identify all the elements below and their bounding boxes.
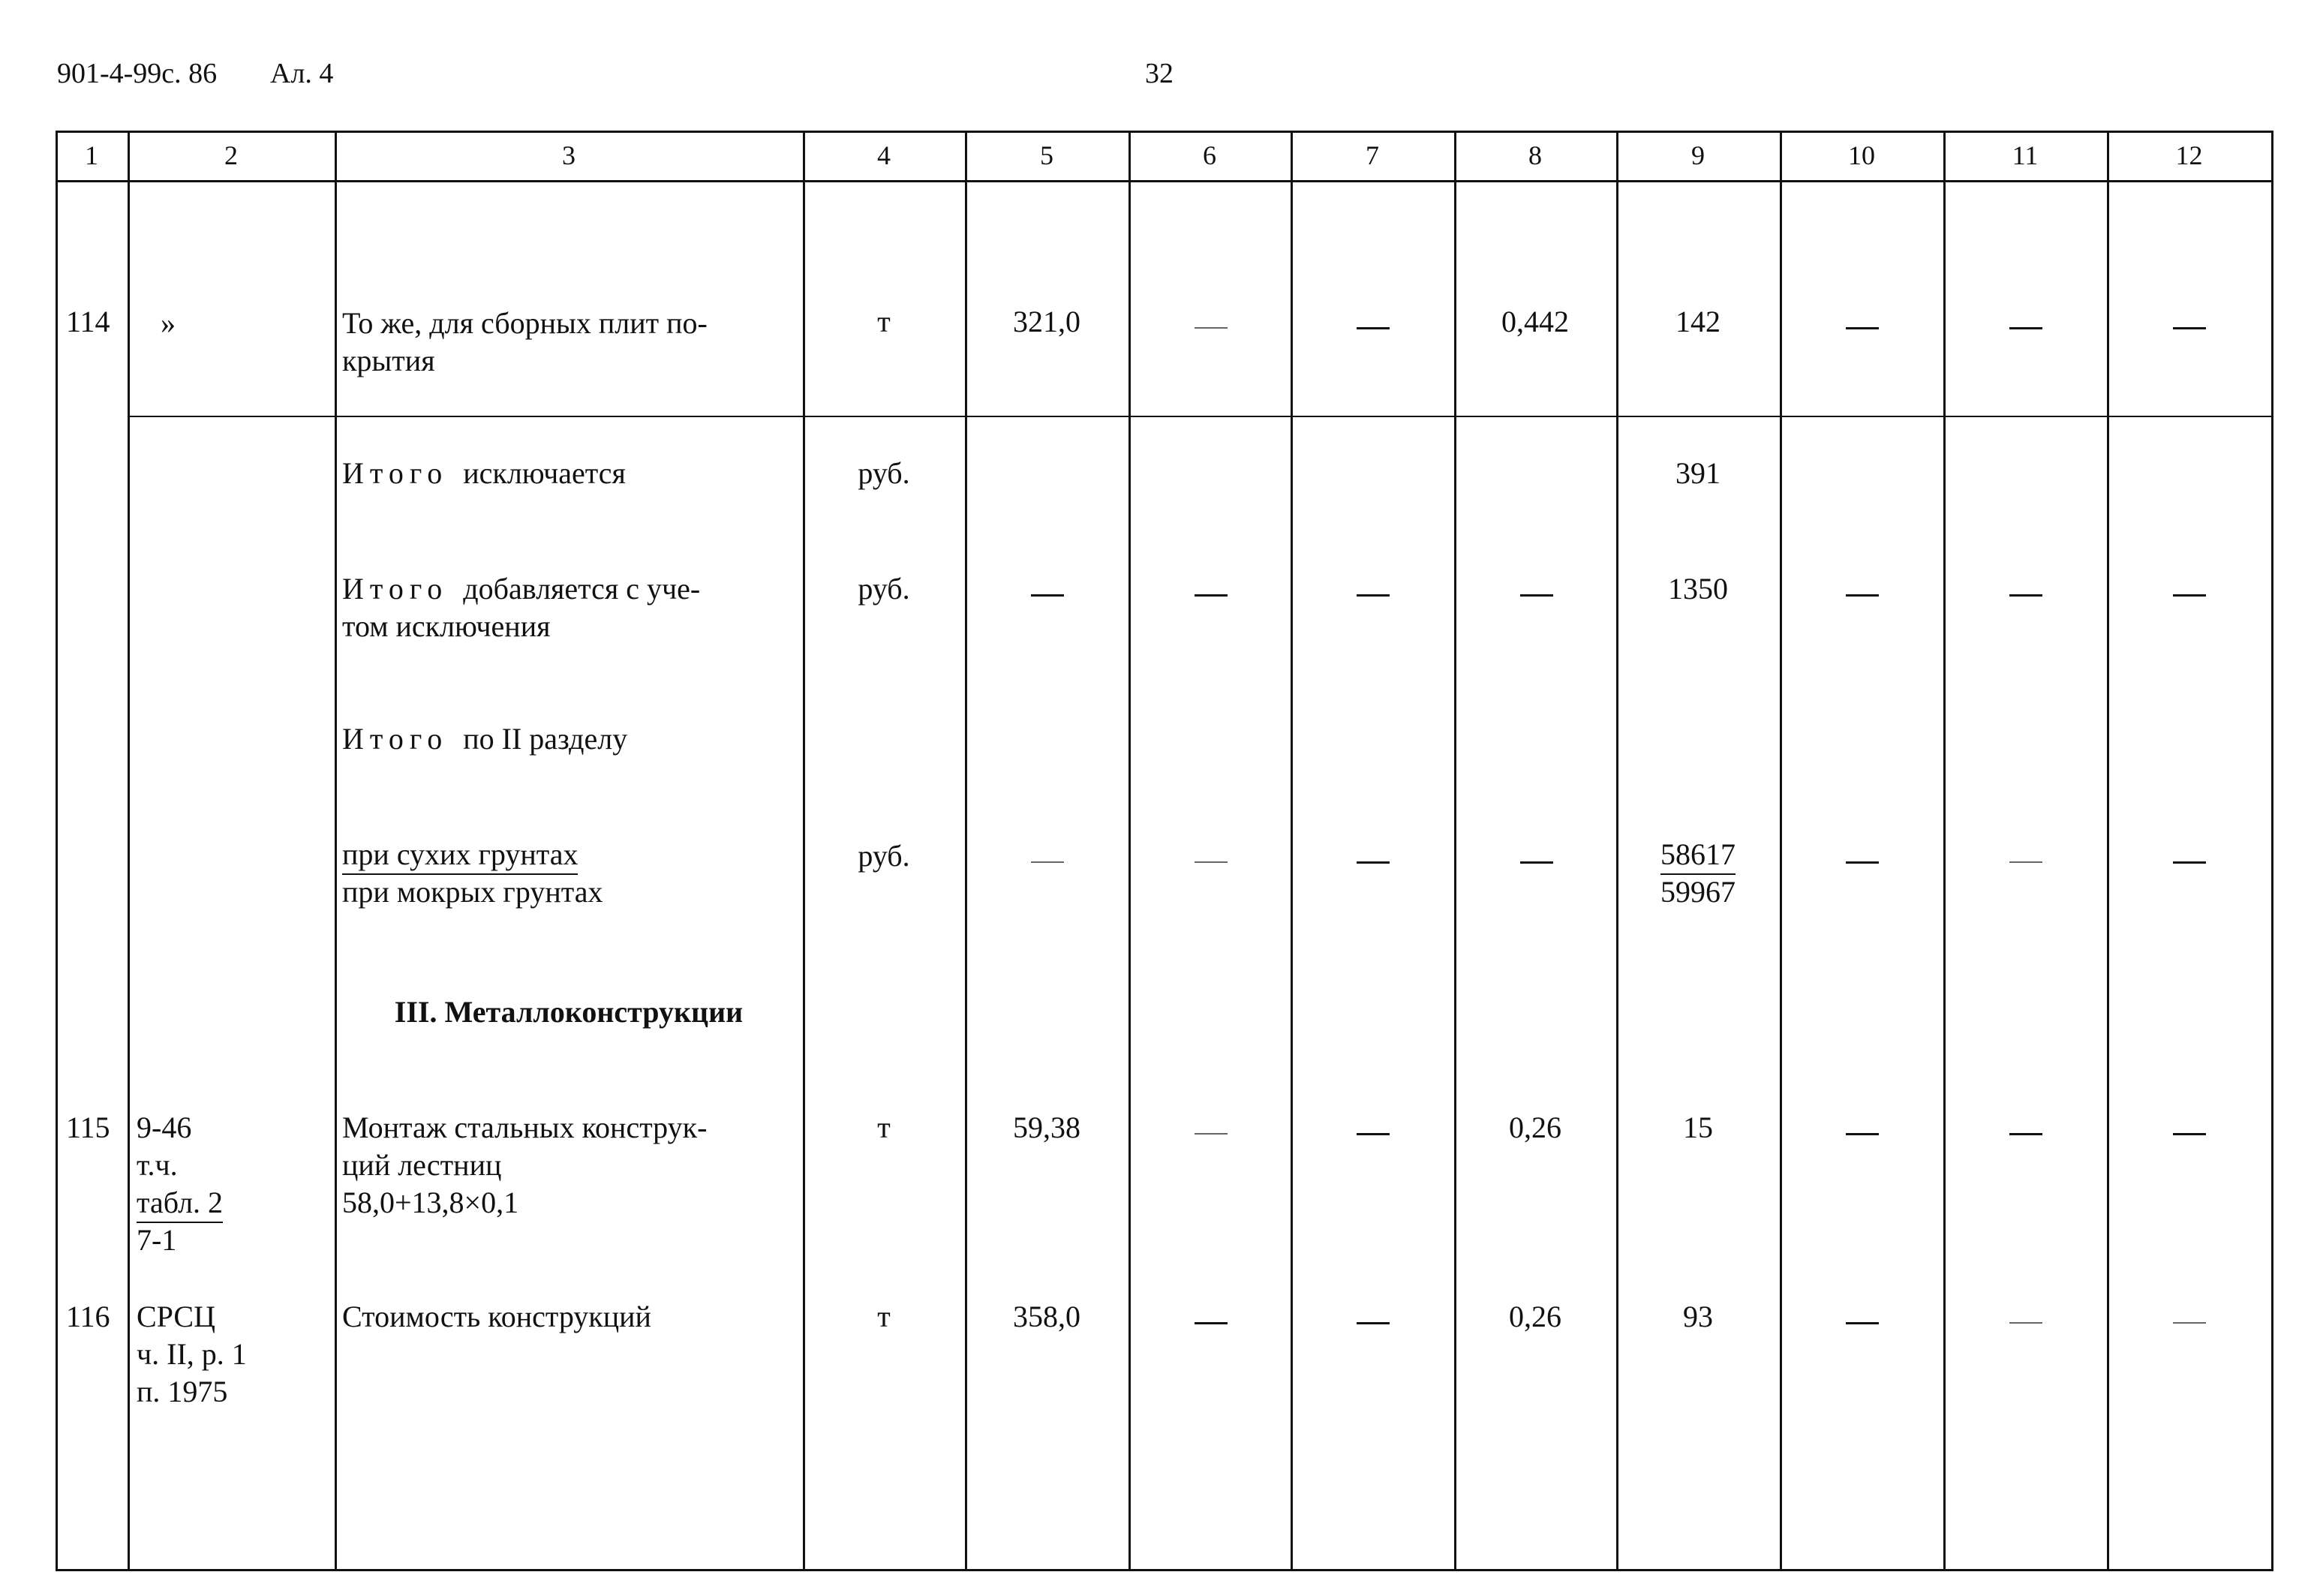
soils-col9-dry-value: 58617: [1660, 836, 1736, 875]
soils-col11-dash: [2009, 861, 2042, 863]
row-114-number: 114: [66, 305, 110, 338]
soils-col9-dry: [1616, 836, 1780, 875]
total-added-col6-dash: [1195, 594, 1228, 597]
col-border: [335, 131, 337, 1571]
section-3-title: III. Металлоконструкции: [394, 995, 744, 1029]
soils-unit: руб.: [858, 839, 910, 873]
col-border: [1780, 131, 1782, 1571]
row-116-col10-dash: [1846, 1322, 1879, 1324]
col-border: [2271, 131, 2273, 1571]
column-header-6: 6: [1203, 140, 1216, 170]
row-115-col12-dash: [2173, 1133, 2206, 1135]
soils-dry-label: [342, 836, 578, 875]
row-115-col5: 59,38: [1013, 1111, 1080, 1144]
soils-dry-label-text: при сухих грунтах: [342, 836, 578, 875]
row-115-col10-dash: [1846, 1133, 1879, 1135]
col-border: [965, 131, 967, 1571]
total-added-unit: руб.: [858, 572, 910, 606]
column-header-5: 5: [1040, 140, 1053, 170]
total-added-col10-dash: [1846, 594, 1879, 597]
row-115-ref-line1: 9-46: [137, 1111, 192, 1144]
row-114-desc-line1: То же, для сборных плит по-: [342, 306, 708, 340]
total-excluded-label-rest: исключается: [463, 456, 626, 490]
row-115-desc-line1: Монтаж стальных конструк-: [342, 1111, 708, 1144]
row-115-col6-dash: [1195, 1133, 1228, 1135]
total-added-col8-dash: [1520, 594, 1553, 597]
row-115-col9: 15: [1683, 1111, 1713, 1144]
row-114-col8: 0,442: [1501, 305, 1569, 338]
row-114-col6-dash: [1195, 327, 1228, 329]
row-116-col12-dash: [2173, 1322, 2206, 1324]
page-number: 32: [1145, 58, 1174, 89]
total-added-col9: 1350: [1668, 572, 1728, 606]
total-excluded-unit: руб.: [858, 456, 910, 490]
row-114-divider: [128, 416, 2273, 417]
soils-col6-dash: [1195, 861, 1228, 863]
column-header-7: 7: [1366, 140, 1379, 170]
row-116-ref-line2: ч. II, р. 1: [137, 1337, 247, 1371]
row-115-ref-line3: [137, 1184, 223, 1223]
col-border: [2107, 131, 2109, 1571]
row-115-col11-dash: [2009, 1133, 2042, 1135]
row-116-ref-line3: п. 1975: [137, 1375, 228, 1408]
column-header-11: 11: [2012, 140, 2039, 170]
column-header-2: 2: [224, 140, 238, 170]
row-115-number: 115: [66, 1111, 110, 1144]
column-header-3: 3: [562, 140, 575, 170]
sheet-label: Ал. 4: [270, 58, 334, 89]
column-header-4: 4: [877, 140, 891, 170]
row-116-col5: 358,0: [1013, 1300, 1080, 1333]
total-section2-label-itogo: Итого: [342, 722, 449, 756]
total-excluded-label: [342, 455, 626, 492]
total-added-label-line1: [342, 570, 700, 608]
total-added-label-rest: добавляется с уче-: [463, 572, 701, 606]
estimate-table: [56, 131, 2273, 1571]
col-border: [1291, 131, 1293, 1571]
col-border: [56, 131, 58, 1571]
column-header-8: 8: [1528, 140, 1542, 170]
row-115-desc-line2: ций лестниц: [342, 1148, 502, 1182]
total-excluded-label-itogo: Итого: [342, 456, 449, 490]
row-114-col10-dash: [1846, 327, 1879, 329]
column-header-10: 10: [1848, 140, 1875, 170]
total-added-col7-dash: [1357, 594, 1390, 597]
row-115-ref-line3-text: табл. 2: [137, 1184, 223, 1223]
row-115-unit: т: [877, 1111, 891, 1144]
soils-col10-dash: [1846, 861, 1879, 864]
soils-wet-label: при мокрых грунтах: [342, 875, 603, 909]
row-116-col8: 0,26: [1509, 1300, 1561, 1333]
row-114-col12-dash: [2173, 327, 2206, 329]
column-header-9: 9: [1691, 140, 1705, 170]
soils-col9-wet: 59967: [1660, 875, 1736, 909]
col-border: [128, 131, 130, 1571]
total-added-col12-dash: [2173, 594, 2206, 597]
column-header-1: 1: [85, 140, 98, 170]
soils-col5-dash: [1031, 861, 1064, 863]
total-section2-label: [342, 720, 627, 758]
soils-col8-dash: [1520, 861, 1553, 864]
total-added-col5-dash: [1031, 594, 1064, 597]
col-border: [1454, 131, 1456, 1571]
row-115-desc-line3: 58,0+13,8×0,1: [342, 1186, 519, 1219]
col-border: [1128, 131, 1131, 1571]
row-114-ref: »: [161, 306, 176, 340]
total-excluded-col9: 391: [1675, 456, 1720, 490]
row-114-desc-line2: крытия: [342, 344, 435, 377]
soils-col7-dash: [1357, 861, 1390, 864]
row-115-ref-line4: 7-1: [137, 1223, 177, 1257]
row-116-col9: 93: [1683, 1300, 1713, 1333]
row-116-number: 116: [66, 1300, 110, 1333]
row-116-desc: Стоимость конструкций: [342, 1300, 651, 1333]
row-114-col5: 321,0: [1013, 305, 1080, 338]
col-border: [1943, 131, 1946, 1571]
total-added-col11-dash: [2009, 594, 2042, 597]
total-section2-label-rest: по II разделу: [463, 722, 628, 756]
row-116-col11-dash: [2009, 1322, 2042, 1324]
column-header-12: 12: [2175, 140, 2203, 170]
document-code: 901-4-99с. 86: [57, 58, 218, 89]
row-116-ref-line1: СРСЦ: [137, 1300, 215, 1333]
row-114-col9: 142: [1675, 305, 1720, 338]
row-116-col7-dash: [1357, 1322, 1390, 1324]
total-added-label-line2: том исключения: [342, 609, 551, 643]
row-114-col7-dash: [1357, 327, 1390, 329]
table-bottom-border: [56, 1569, 2273, 1571]
header-row-border: [56, 180, 2273, 182]
row-116-unit: т: [877, 1300, 891, 1333]
row-116-col6-dash: [1195, 1322, 1228, 1324]
row-114-col11-dash: [2009, 327, 2042, 329]
soils-col12-dash: [2173, 861, 2206, 864]
total-added-label-itogo: Итого: [342, 572, 449, 606]
row-115-ref-line2: т.ч.: [137, 1148, 178, 1182]
row-115-col8: 0,26: [1509, 1111, 1561, 1144]
row-114-unit: т: [877, 305, 891, 338]
row-115-col7-dash: [1357, 1133, 1390, 1135]
